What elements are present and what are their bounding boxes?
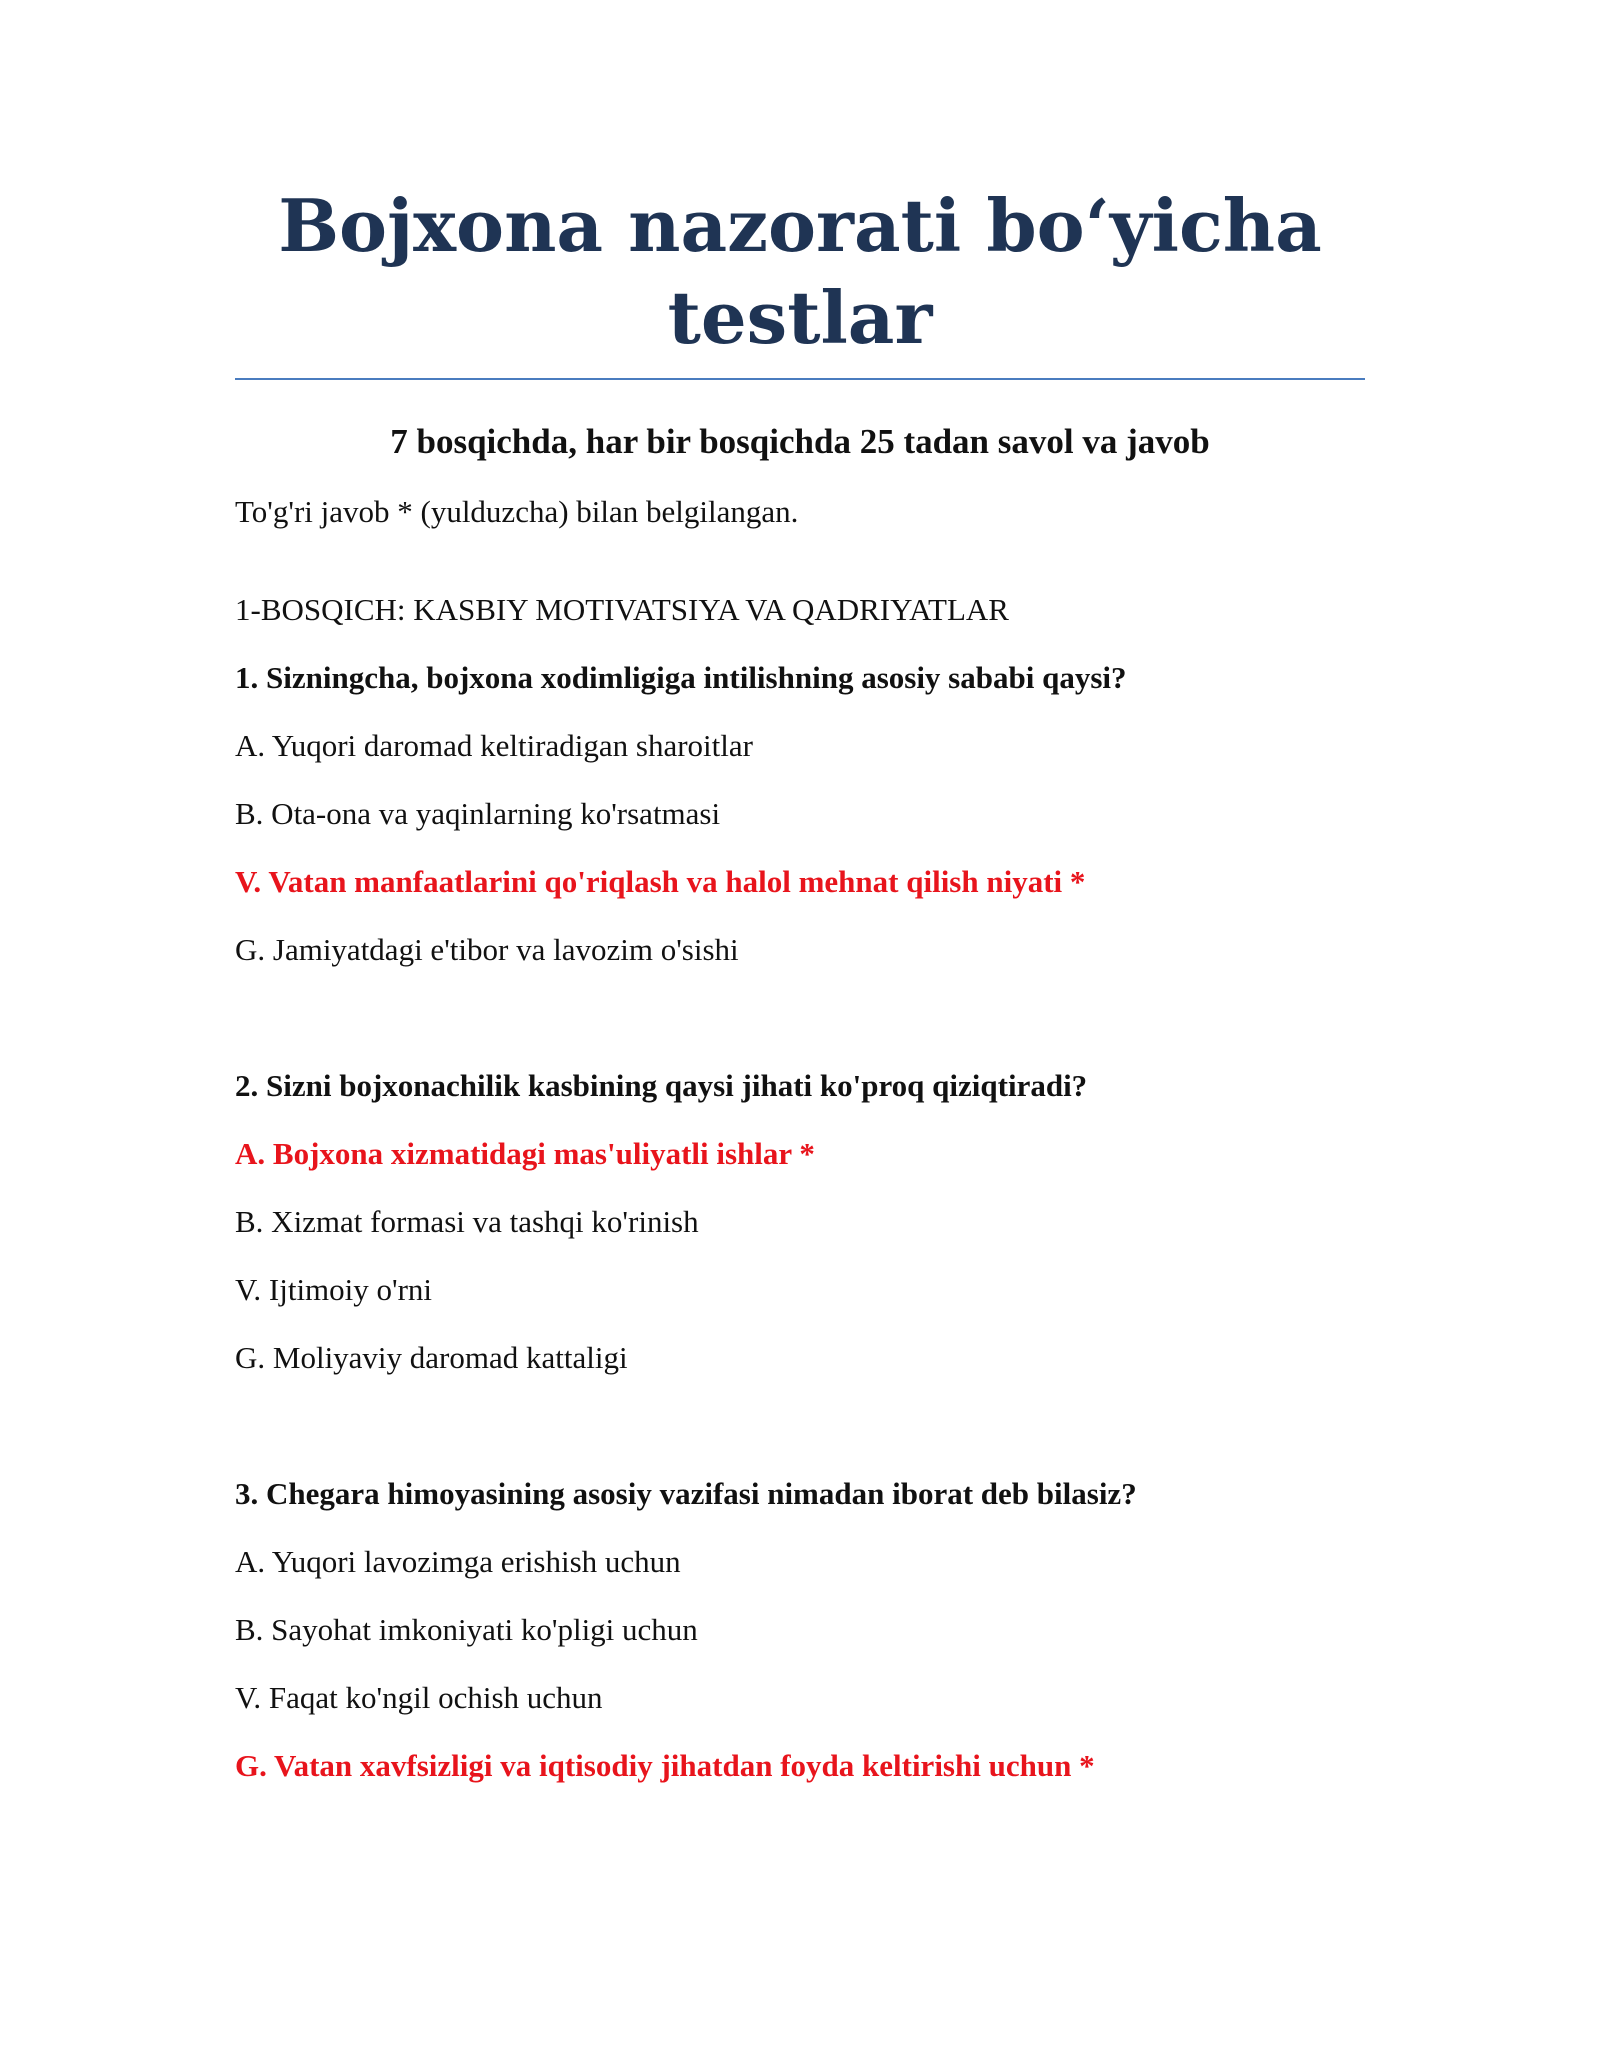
stage-heading: 1-BOSQICH: KASBIY MOTIVATSIYA VA QADRIYATLAR (235, 592, 1009, 627)
question-text: 3. Chegara himoyasining asosiy vazifasi nimadan iborat deb bilasiz? (235, 1476, 1137, 1511)
question-text: 2. Sizni bojxonachilik kasbining qaysi jihati ko'proq qiziqtiradi? (235, 1068, 1088, 1103)
answer-option: G. Jamiyatdagi e'tibor va lavozim o'sishi (235, 932, 739, 967)
answer-option: V. Faqat ko'ngil ochish uchun (235, 1680, 603, 1715)
answer-option: V. Ijtimoiy o'rni (235, 1272, 433, 1307)
question-text: 1. Sizningcha, bojxona xodimligiga intilishning asosiy sababi qaysi? (235, 660, 1127, 695)
page-title: Bojxona nazorati bo‘yicha testlar (278, 183, 1322, 360)
answer-option: V. Vatan manfaatlarini qo'riqlash va halol mehnat qilish niyati * (235, 864, 1086, 899)
answer-option: A. Yuqori lavozimga erishish uchun (235, 1544, 681, 1579)
answer-note: To'g'ri javob * (yulduzcha) bilan belgilangan. (235, 494, 799, 529)
document-content (235, 180, 1365, 1786)
answer-option: G. Vatan xavfsizligi va iqtisodiy jihatdan foyda keltirishi uchun * (235, 1748, 1095, 1783)
question-2 (235, 1066, 1365, 1378)
answer-option: G. Moliyaviy daromad kattaligi (235, 1340, 628, 1375)
question-spacer (235, 970, 1365, 1038)
question-spacer (235, 1378, 1365, 1446)
question-1 (235, 658, 1365, 970)
answer-option: A. Bojxona xizmatidagi mas'uliyatli ishlar * (235, 1136, 815, 1171)
answer-option: A. Yuqori daromad keltiradigan sharoitlar (235, 728, 753, 763)
answer-option: B. Sayohat imkoniyati ko'pligi uchun (235, 1612, 698, 1647)
document-subtitle: 7 bosqichda, har bir bosqichda 25 tadan savol va javob (390, 422, 1210, 461)
answer-option: B. Ota-ona va yaqinlarning ko'rsatmasi (235, 796, 721, 831)
title-divider (235, 378, 1365, 380)
question-3 (235, 1474, 1365, 1786)
answer-option: B. Xizmat formasi va tashqi ko'rinish (235, 1204, 699, 1239)
